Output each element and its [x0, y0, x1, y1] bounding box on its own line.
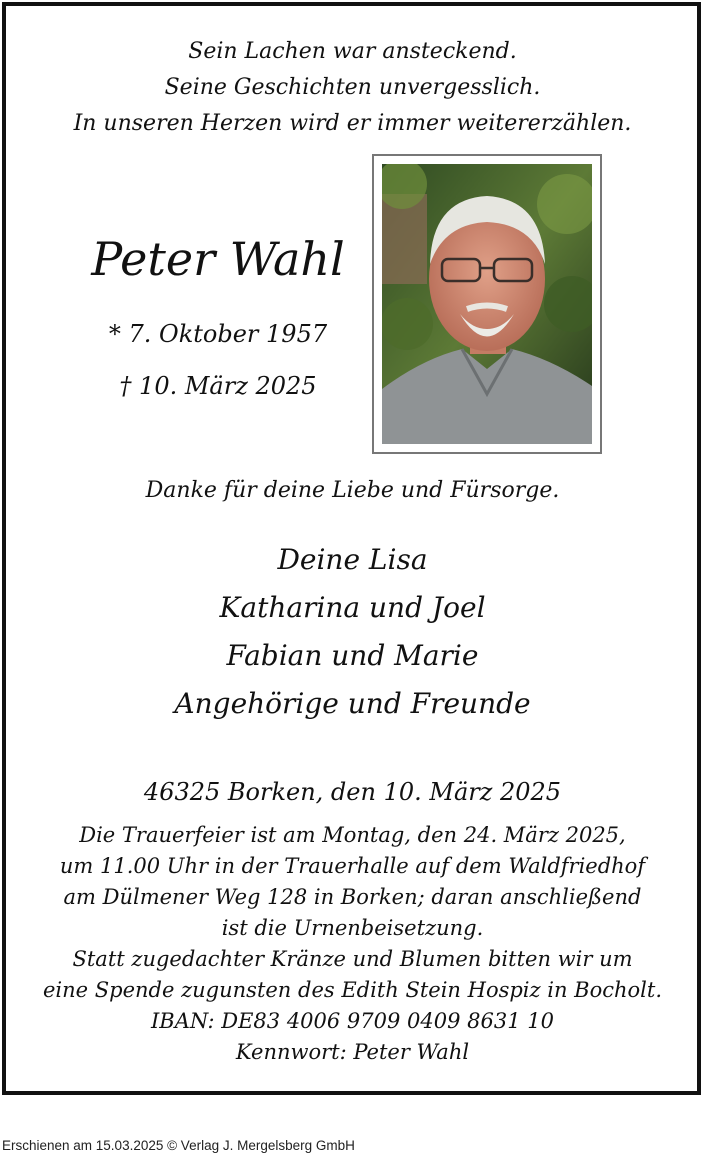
thanks-line: Danke für deine Liebe und Fürsorge. — [145, 478, 560, 503]
family-member: Katharina und Joel — [219, 591, 486, 624]
details-line: IBAN: DE83 4006 9709 0409 8631 10 — [150, 1009, 555, 1033]
birth-date: * 7. Oktober 1957 — [108, 320, 328, 348]
family-signatures — [0, 536, 705, 728]
details-line: Kennwort: Peter Wahl — [235, 1040, 470, 1064]
family-member: Fabian und Marie — [226, 639, 479, 672]
details-line: am Dülmener Weg 128 in Borken; daran anschließend — [63, 885, 642, 909]
place-date: 46325 Borken, den 10. März 2025 — [143, 778, 562, 806]
funeral-details — [0, 820, 705, 1068]
details-line: Die Trauerfeier ist am Montag, den 24. März 2025, — [79, 823, 626, 847]
quote-line: Seine Geschichten unvergesslich. — [164, 75, 541, 100]
family-member: Angehörige und Freunde — [174, 687, 531, 720]
details-line: Statt zugedachter Kränze und Blumen bitten wir um — [72, 947, 633, 971]
family-member: Deine Lisa — [277, 543, 428, 576]
details-line: ist die Urnenbeisetzung. — [221, 916, 484, 940]
opening-quote — [0, 34, 705, 142]
portrait-photo — [382, 164, 592, 444]
portrait-frame — [372, 154, 602, 454]
details-line: um 11.00 Uhr in der Trauerhalle auf dem Waldfriedhof — [59, 854, 646, 878]
death-date: † 10. März 2025 — [119, 372, 317, 400]
quote-line: In unseren Herzen wird er immer weitererzählen. — [73, 111, 632, 136]
deceased-name: Peter Wahl — [91, 232, 345, 286]
details-line: eine Spende zugunsten des Edith Stein Hospiz in Bocholt. — [42, 978, 663, 1002]
quote-line: Sein Lachen war ansteckend. — [188, 39, 517, 64]
publication-footer: Erschienen am 15.03.2025 © Verlag J. Mergelsberg GmbH — [2, 1138, 355, 1153]
